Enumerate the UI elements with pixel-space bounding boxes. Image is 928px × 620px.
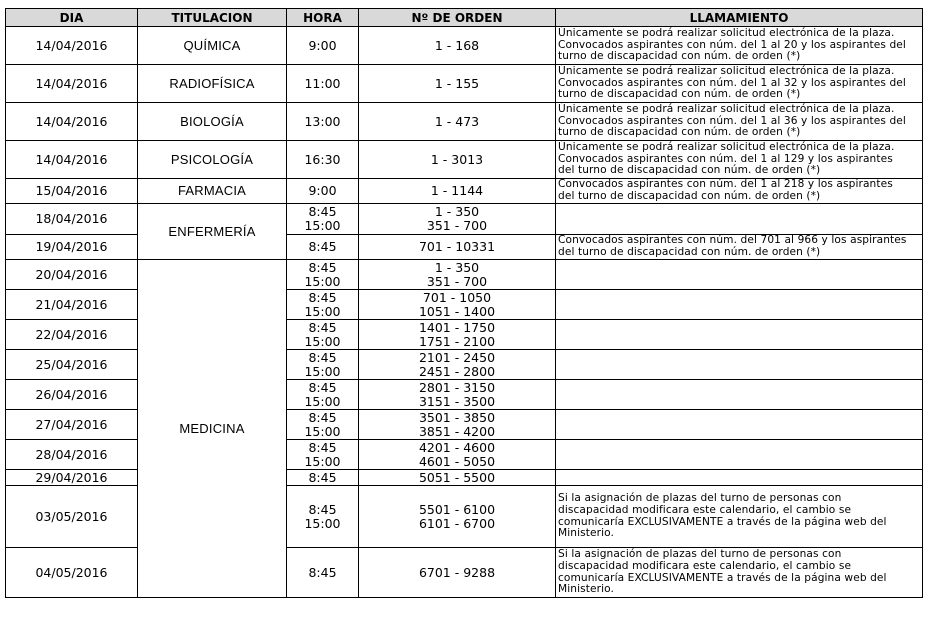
cell-titulacion: FARMACIA <box>138 179 287 204</box>
hora-line: 15:00 <box>304 453 341 469</box>
header-titulacion: TITULACION <box>138 9 287 27</box>
hora-line: 8:45 <box>308 349 337 365</box>
llamamiento-line: comunicaría EXCLUSIVAMENTE a través de la página web del <box>558 515 887 528</box>
cell-hora <box>287 235 359 260</box>
hora-line: 8:45 <box>308 259 337 275</box>
hora-line: 8:45 <box>308 469 337 485</box>
schedule-table <box>5 8 923 598</box>
llamamiento-line: Convocados aspirantes con núm. del 701 al 966 y los aspirantes <box>558 234 907 247</box>
orden-line: 351 - 700 <box>426 273 488 289</box>
hora-line: 15:00 <box>304 333 341 349</box>
cell-hora <box>287 260 359 290</box>
cell-dia: 14/04/2016 <box>6 141 138 179</box>
llamamiento-line: Si la asignación de plazas del turno de personas con <box>558 492 842 505</box>
orden-line: 3151 - 3500 <box>418 393 496 409</box>
table-row <box>6 179 923 204</box>
orden-line: 2451 - 2800 <box>418 363 496 379</box>
hora-line: 8:45 <box>308 239 337 254</box>
cell-llamamiento <box>556 470 923 486</box>
cell-llamamiento <box>556 486 923 548</box>
header-llamamiento: LLAMAMIENTO <box>556 9 923 27</box>
orden-line: 6101 - 6700 <box>418 515 496 531</box>
orden-line: 5051 - 5500 <box>418 469 496 485</box>
orden-line: 1 - 3013 <box>430 151 484 167</box>
llamamiento-line: turno de discapacidad con núm. de orden (*) <box>558 50 801 63</box>
table-row <box>6 260 923 290</box>
cell-dia: 28/04/2016 <box>6 440 138 470</box>
cell-hora <box>287 65 359 103</box>
cell-titulacion: PSICOLOGÍA <box>138 141 287 179</box>
cell-llamamiento <box>556 235 923 260</box>
hora-line: 8:45 <box>308 204 337 219</box>
table-row <box>6 103 923 141</box>
cell-titulacion: ENFERMERÍA <box>138 204 287 260</box>
header-orden: Nº DE ORDEN <box>359 9 556 27</box>
cell-llamamiento <box>556 440 923 470</box>
cell-hora <box>287 486 359 548</box>
cell-dia: 15/04/2016 <box>6 179 138 204</box>
llamamiento-line: discapacidad modificara este calendario, el cambio se <box>558 503 852 516</box>
cell-orden <box>359 380 556 410</box>
cell-dia: 14/04/2016 <box>6 27 138 65</box>
cell-dia: 03/05/2016 <box>6 486 138 548</box>
hora-line: 8:45 <box>308 289 337 305</box>
cell-hora <box>287 410 359 440</box>
orden-line: 1 - 1144 <box>430 183 484 198</box>
cell-orden <box>359 290 556 320</box>
hora-line: 15:00 <box>304 303 341 319</box>
cell-dia: 14/04/2016 <box>6 103 138 141</box>
cell-llamamiento <box>556 290 923 320</box>
cell-llamamiento <box>556 410 923 440</box>
cell-orden <box>359 103 556 141</box>
orden-line: 1751 - 2100 <box>418 333 496 349</box>
llamamiento-line: Convocados aspirantes con núm. del 1 al 218 y los aspirantes <box>558 178 893 191</box>
llamamiento-line: comunicaría EXCLUSIVAMENTE a través de la página web del <box>558 571 887 584</box>
cell-llamamiento <box>556 65 923 103</box>
cell-hora <box>287 141 359 179</box>
cell-dia: 22/04/2016 <box>6 320 138 350</box>
hora-line: 9:00 <box>308 37 337 53</box>
cell-hora <box>287 440 359 470</box>
cell-llamamiento <box>556 380 923 410</box>
cell-dia: 20/04/2016 <box>6 260 138 290</box>
cell-dia: 26/04/2016 <box>6 380 138 410</box>
cell-dia: 27/04/2016 <box>6 410 138 440</box>
cell-dia: 29/04/2016 <box>6 470 138 486</box>
hora-line: 13:00 <box>304 113 341 129</box>
table-row <box>6 65 923 103</box>
orden-line: 1401 - 1750 <box>418 319 496 335</box>
cell-hora <box>287 27 359 65</box>
hora-line: 16:30 <box>304 151 341 167</box>
orden-line: 1051 - 1400 <box>418 303 496 319</box>
hora-line: 8:45 <box>308 439 337 455</box>
cell-llamamiento <box>556 179 923 204</box>
llamamiento-line: Convocados aspirantes con núm. del 1 al 32 y los aspirantes del <box>558 76 906 89</box>
hora-line: 15:00 <box>304 515 341 531</box>
orden-line: 2101 - 2450 <box>418 349 496 365</box>
table-body <box>6 27 923 598</box>
llamamiento-line: Únicamente se podrá realizar solicitud electrónica de la plaza. <box>558 27 895 40</box>
hora-line: 8:45 <box>308 564 337 580</box>
llamamiento-line: Únicamente se podrá realizar solicitud electrónica de la plaza. <box>558 65 895 78</box>
cell-hora <box>287 103 359 141</box>
orden-line: 6701 - 9288 <box>418 564 496 580</box>
cell-titulacion: RADIOFÍSICA <box>138 65 287 103</box>
llamamiento-line: Únicamente se podrá realizar solicitud electrónica de la plaza. <box>558 103 895 116</box>
cell-titulacion: QUÍMICA <box>138 27 287 65</box>
cell-hora <box>287 380 359 410</box>
cell-orden <box>359 65 556 103</box>
cell-orden <box>359 235 556 260</box>
cell-dia: 25/04/2016 <box>6 350 138 380</box>
cell-orden <box>359 440 556 470</box>
orden-line: 1 - 168 <box>434 37 480 53</box>
cell-orden <box>359 410 556 440</box>
hora-line: 11:00 <box>304 75 341 91</box>
llamamiento-line: Ministerio. <box>558 583 614 596</box>
cell-llamamiento <box>556 141 923 179</box>
cell-hora <box>287 548 359 598</box>
llamamiento-line: Convocados aspirantes con núm. del 1 al 20 y los aspirantes del <box>558 38 906 51</box>
orden-line: 1 - 350 <box>434 259 480 275</box>
llamamiento-line: Convocados aspirantes con núm. del 1 al 129 y los aspirantes <box>558 152 893 165</box>
cell-orden <box>359 486 556 548</box>
cell-llamamiento <box>556 27 923 65</box>
llamamiento-line: discapacidad modificara este calendario, el cambio se <box>558 559 852 572</box>
llamamiento-line: turno de discapacidad con núm. de orden (*) <box>558 88 801 101</box>
orden-line: 1 - 350 <box>434 204 480 219</box>
llamamiento-line: Únicamente se podrá realizar solicitud electrónica de la plaza. <box>558 141 895 154</box>
hora-line: 15:00 <box>304 423 341 439</box>
orden-line: 4201 - 4600 <box>418 439 496 455</box>
llamamiento-line: Si la asignación de plazas del turno de personas con <box>558 548 842 561</box>
orden-line: 5501 - 6100 <box>418 501 496 517</box>
cell-dia: 18/04/2016 <box>6 204 138 235</box>
orden-line: 701 - 1050 <box>422 289 492 305</box>
hora-line: 15:00 <box>304 273 341 289</box>
header-row <box>6 9 923 27</box>
llamamiento-line: turno de discapacidad con núm. de orden (*) <box>558 126 801 139</box>
table-row <box>6 204 923 235</box>
cell-llamamiento <box>556 548 923 598</box>
llamamiento-line: del turno de discapacidad con núm. de orden (*) <box>558 164 821 177</box>
cell-dia: 04/05/2016 <box>6 548 138 598</box>
orden-line: 351 - 700 <box>426 218 488 233</box>
table-row <box>6 27 923 65</box>
llamamiento-line: del turno de discapacidad con núm. de orden (*) <box>558 246 821 258</box>
cell-llamamiento <box>556 204 923 235</box>
cell-orden <box>359 320 556 350</box>
cell-dia: 19/04/2016 <box>6 235 138 260</box>
hora-line: 8:45 <box>308 501 337 517</box>
hora-line: 15:00 <box>304 393 341 409</box>
orden-line: 2801 - 3150 <box>418 379 496 395</box>
cell-hora <box>287 179 359 204</box>
cell-orden <box>359 179 556 204</box>
llamamiento-line: Ministerio. <box>558 527 614 540</box>
header-dia: DIA <box>6 9 138 27</box>
cell-llamamiento <box>556 320 923 350</box>
hora-line: 8:45 <box>308 319 337 335</box>
orden-line: 701 - 10331 <box>418 239 496 254</box>
cell-orden <box>359 470 556 486</box>
llamamiento-line: Convocados aspirantes con núm. del 1 al 36 y los aspirantes del <box>558 114 906 127</box>
orden-line: 3501 - 3850 <box>418 409 496 425</box>
cell-dia: 21/04/2016 <box>6 290 138 320</box>
cell-hora <box>287 320 359 350</box>
hora-line: 15:00 <box>304 363 341 379</box>
cell-titulacion: MEDICINA <box>138 260 287 598</box>
cell-orden <box>359 204 556 235</box>
orden-line: 1 - 473 <box>434 113 480 129</box>
cell-llamamiento <box>556 350 923 380</box>
llamamiento-line: del turno de discapacidad con núm. de orden (*) <box>558 190 821 202</box>
hora-line: 8:45 <box>308 409 337 425</box>
cell-dia: 14/04/2016 <box>6 65 138 103</box>
cell-llamamiento <box>556 260 923 290</box>
header-hora: HORA <box>287 9 359 27</box>
cell-titulacion: BIOLOGÍA <box>138 103 287 141</box>
cell-hora <box>287 204 359 235</box>
cell-hora <box>287 470 359 486</box>
orden-line: 1 - 155 <box>434 75 480 91</box>
hora-line: 8:45 <box>308 379 337 395</box>
cell-orden <box>359 548 556 598</box>
cell-hora <box>287 350 359 380</box>
hora-line: 15:00 <box>304 218 341 233</box>
cell-orden <box>359 260 556 290</box>
cell-hora <box>287 290 359 320</box>
table-row <box>6 141 923 179</box>
cell-orden <box>359 27 556 65</box>
cell-llamamiento <box>556 103 923 141</box>
orden-line: 3851 - 4200 <box>418 423 496 439</box>
hora-line: 9:00 <box>308 183 337 198</box>
orden-line: 4601 - 5050 <box>418 453 496 469</box>
cell-orden <box>359 141 556 179</box>
cell-orden <box>359 350 556 380</box>
